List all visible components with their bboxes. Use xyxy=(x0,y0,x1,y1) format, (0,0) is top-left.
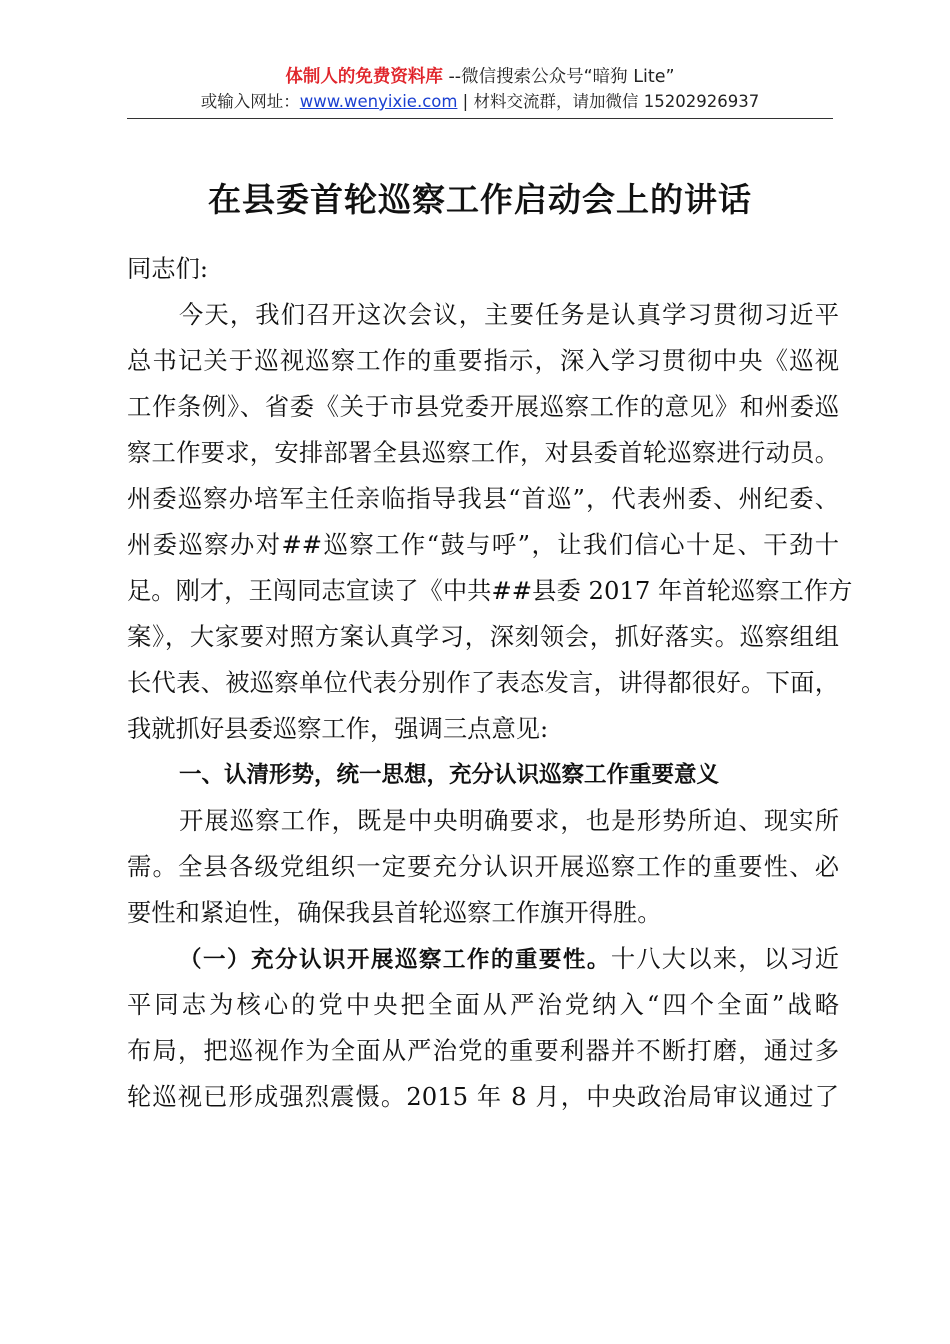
contact-info: | 材料交流群，请加微信 15202926937 xyxy=(457,92,760,111)
body-line: 我就抓好县委巡察工作，强调三点意见: xyxy=(127,714,549,743)
body-line: 长代表、被巡察单位代表分别作了表态发言，讲得都很好。下面， xyxy=(127,668,839,697)
document-title: 在县委首轮巡察工作启动会上的讲话 xyxy=(208,180,752,219)
body-line: 工作条例》、省委《关于市县党委开展巡察工作的意见》和州委巡 xyxy=(127,392,839,421)
url-prefix: 或输入网址： xyxy=(200,92,300,111)
body-line: 布局，把巡视作为全面从严治党的重要利器并不断打磨，通过多 xyxy=(127,1036,839,1065)
body-line: 要性和紧迫性，确保我县首轮巡察工作旗开得胜。 xyxy=(127,898,662,927)
document-body xyxy=(127,246,853,1120)
body-line: 案》，大家要对照方案认真学习，深刻领会，抓好落实。巡察组组 xyxy=(127,622,839,651)
watermark-header xyxy=(127,64,833,114)
body-line: 今天，我们召开这次会议，主要任务是认真学习贯彻习近平 xyxy=(179,300,839,329)
body-line: 足。刚才，王闯同志宣读了《中共##县委 2017 年首轮巡察工作方 xyxy=(127,576,853,605)
header-line-1 xyxy=(127,64,833,90)
body-line: 平同志为核心的党中央把全面从严治党纳入“四个全面”战略 xyxy=(127,990,839,1019)
body-line: 州委巡察办对##巡察工作“鼓与呼”，让我们信心十足、干劲十 xyxy=(127,530,839,559)
brand-name: 体制人的免费资料库 xyxy=(285,67,443,87)
section-heading-1: 一、认清形势，统一思想，充分认识巡察工作重要意义 xyxy=(179,762,720,788)
body-line: 察工作要求，安排部署全县巡察工作，对县委首轮巡察进行动员。 xyxy=(127,438,839,467)
greeting: 同志们: xyxy=(127,254,209,283)
body-line: 需。全县各级党组织一定要充分认识开展巡察工作的重要性、必 xyxy=(127,852,839,881)
body-line: 开展巡察工作，既是中央明确要求，也是形势所迫、现实所 xyxy=(179,806,839,835)
header-divider xyxy=(127,118,833,119)
body-line: 轮巡视已形成强烈震慑。2015 年 8 月，中央政治局审议通过了 xyxy=(127,1082,839,1111)
header-line-2 xyxy=(127,90,833,114)
subheading-line xyxy=(127,936,839,982)
subheading-rest: 十八大以来，以习近 xyxy=(610,944,839,973)
subheading-bold: （一）充分认识开展巡察工作的重要性。 xyxy=(179,947,611,973)
website-link[interactable]: www.wenyixie.com xyxy=(299,92,458,111)
wechat-note: --微信搜索公众号“暗狗 Lite” xyxy=(442,67,675,87)
body-line: 州委巡察办培军主任亲临指导我县“首巡”，代表州委、州纪委、 xyxy=(127,484,839,513)
body-line: 总书记关于巡视巡察工作的重要指示，深入学习贯彻中央《巡视 xyxy=(127,346,839,375)
